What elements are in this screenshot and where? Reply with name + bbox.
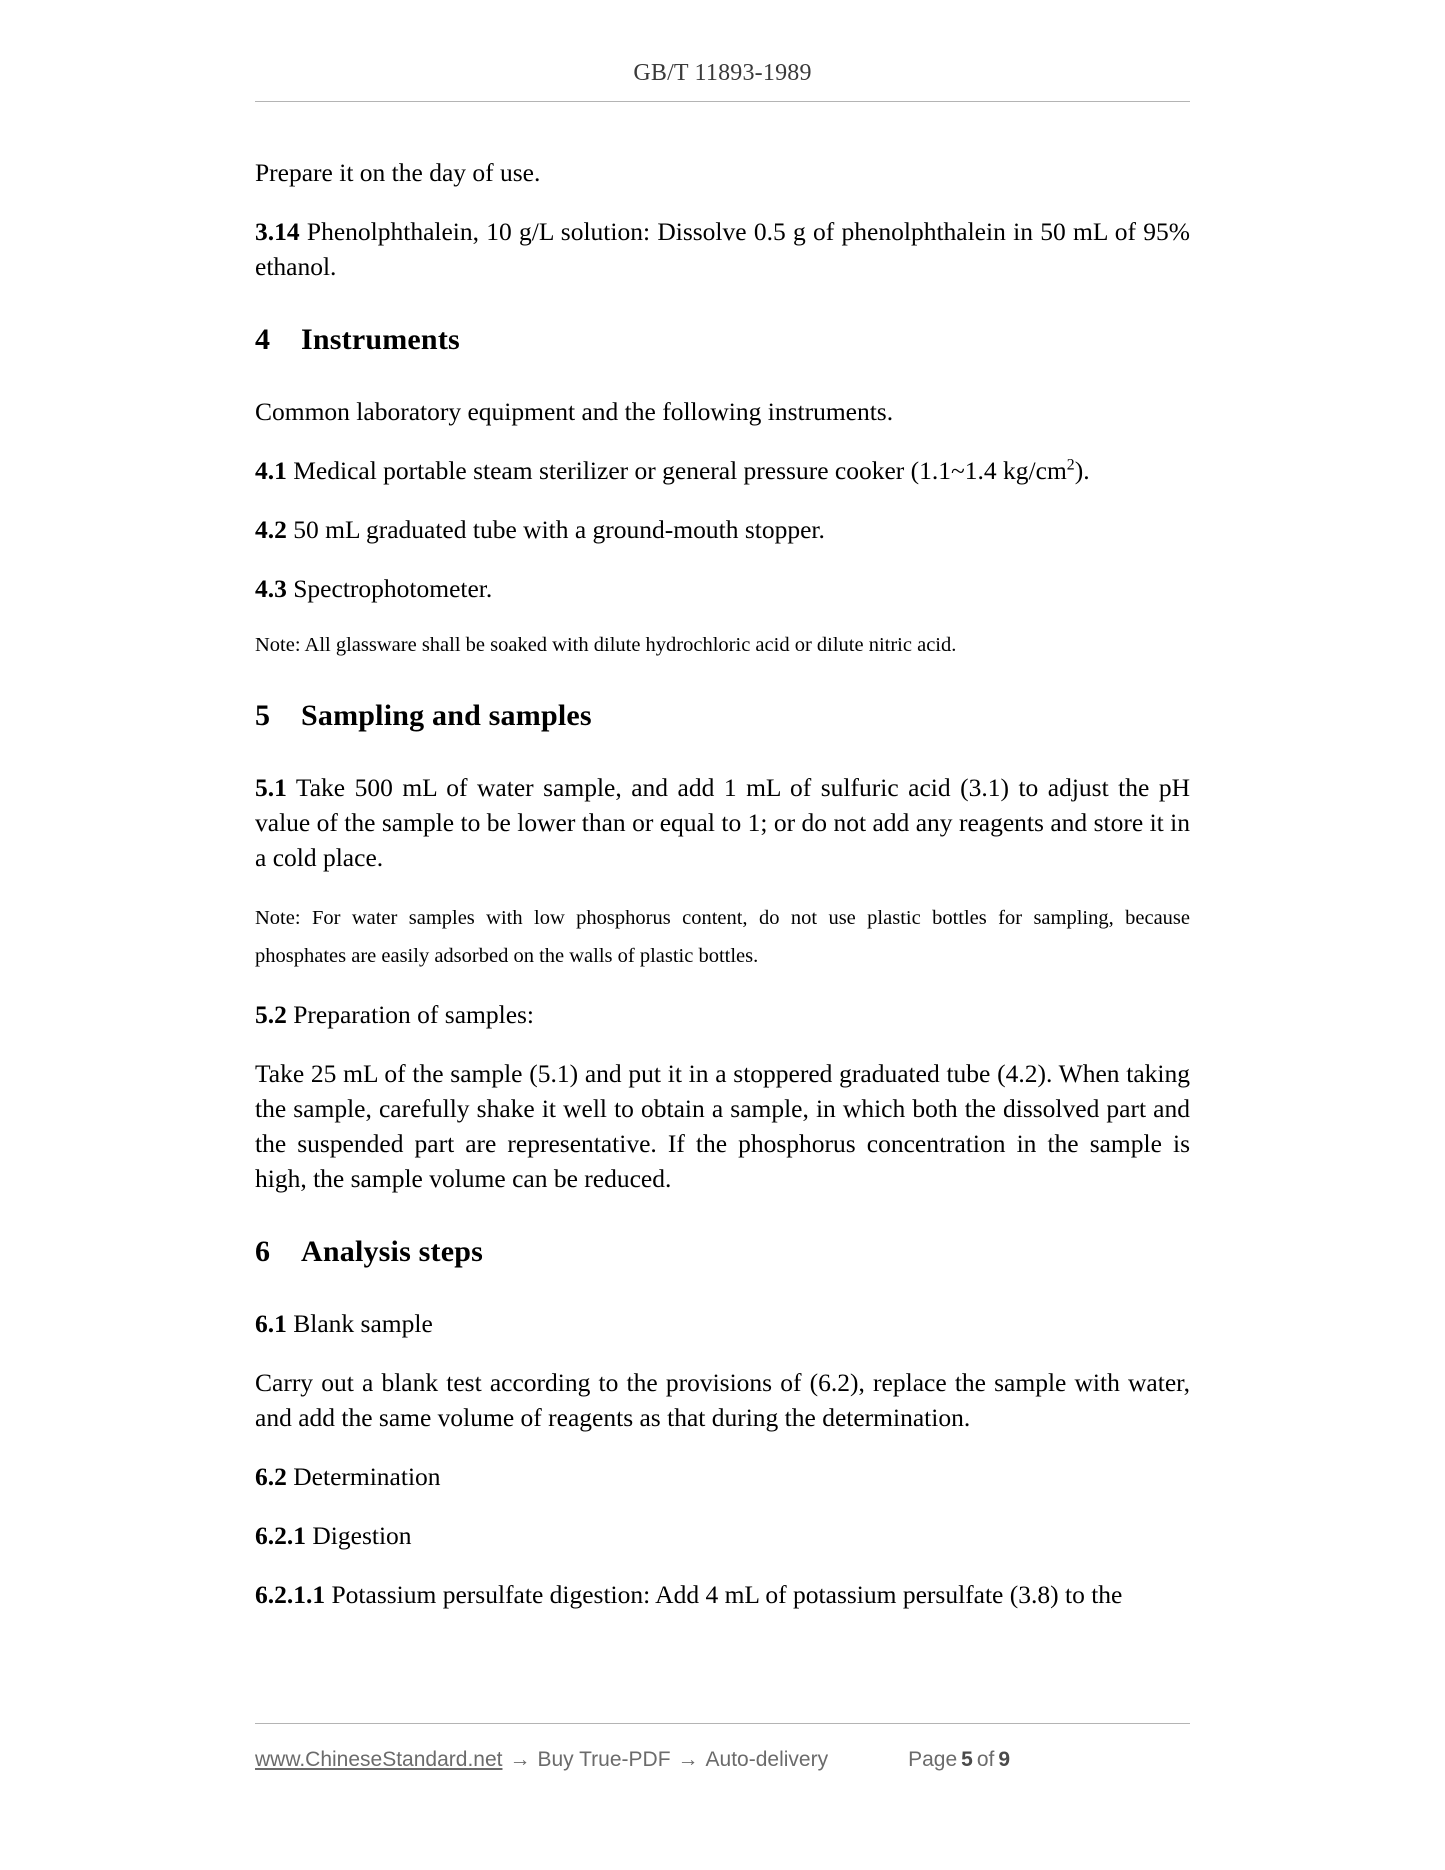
clause-4-2 <box>255 512 1190 547</box>
clause-5-2 <box>255 997 1190 1032</box>
page-indicator <box>908 1748 1014 1772</box>
header-divider <box>255 101 1190 102</box>
footer-promo <box>255 1748 828 1772</box>
clause-6-1 <box>255 1306 1190 1341</box>
superscript-square: 2 <box>1066 456 1075 474</box>
clause-number-4-2: 4.2 <box>255 515 287 544</box>
section-title-6: Analysis steps <box>301 1235 484 1268</box>
page-number-current: 5 <box>961 1748 973 1771</box>
footer-website-link[interactable]: www.ChineseStandard.net <box>255 1748 503 1771</box>
arrow-right-icon: → <box>509 1748 531 1771</box>
clause-text-6-2-1-1: Potassium persulfate digestion: Add 4 mL of potassium persulfate (3.8) to the <box>325 1580 1123 1609</box>
clause-text-4-1-a: Medical portable steam sterilizer or general pressure cooker (1.1~1.4 kg/cm <box>286 456 1067 485</box>
page-of-label: of <box>976 1748 995 1771</box>
page-footer <box>255 1748 1190 1772</box>
clause-6-2 <box>255 1459 1190 1494</box>
section-number-5: 5 <box>255 699 271 732</box>
section-heading-5-wrapper <box>255 696 1190 736</box>
page-header <box>255 60 1190 87</box>
clause-text-6-1: Blank sample <box>286 1309 433 1338</box>
clause-text-6-2: Determination <box>286 1462 441 1491</box>
clause-5-1 <box>255 770 1190 875</box>
section-heading-6 <box>255 1232 1190 1272</box>
clause-text-4-1-b: ). <box>1074 456 1090 485</box>
paragraph-common-lab-equipment: Common laboratory equipment and the following instruments. <box>255 397 894 426</box>
clause-number-4-3: 4.3 <box>255 574 287 603</box>
section-heading-5 <box>255 696 1190 736</box>
section-heading-6-wrapper <box>255 1232 1190 1272</box>
page-number-total: 9 <box>998 1748 1011 1771</box>
clause-3-14 <box>255 214 1190 284</box>
note-phosphorus-sampling: Note: For water samples with low phosphorus content, do not use plastic bottles for sampling, because phosphates are easily adsorbed on the walls of plastic bottles. <box>255 907 1190 967</box>
footer-divider <box>255 1723 1190 1724</box>
clause-4-3 <box>255 571 1190 606</box>
clause-text-6-2-1: Digestion <box>306 1521 412 1550</box>
clause-number-5-1: 5.1 <box>255 773 287 802</box>
clause-text-5-2: Preparation of samples: <box>286 1000 535 1029</box>
clause-number-6-2-1-1: 6.2.1.1 <box>255 1580 326 1609</box>
standard-code-title: GB/T 11893-1989 <box>633 60 812 86</box>
clause-6-2-1-1 <box>255 1577 1190 1612</box>
section-heading-4-wrapper <box>255 320 1190 360</box>
section-number-6: 6 <box>255 1235 271 1268</box>
clause-text-4-3: Spectrophotometer. <box>286 574 493 603</box>
document-content <box>255 155 1190 1636</box>
clause-number-6-2: 6.2 <box>255 1462 287 1491</box>
clause-text-5-1: Take 500 mL of water sample, and add 1 mL of sulfuric acid (3.1) to adjust the pH value of the sample to be lower than or equal to 1; or do not add any reagents and store it in a cold place. <box>255 773 1190 872</box>
paragraph-take-25ml-sample: Take 25 mL of the sample (5.1) and put it in a stoppered graduated tube (4.2). When taking the sample, carefully shake it well to obtain a sample, in which both the dissolved part and the suspended part are representative. If the phosphorus concentration in the sample is high, the sample volume can be reduced. <box>255 1059 1190 1193</box>
paragraph-blank-test: Carry out a blank test according to the provisions of (6.2), replace the sample with water, and add the same volume of reagents as that during the determination. <box>255 1368 1190 1432</box>
footer-delivery-text: Auto-delivery <box>705 1748 829 1771</box>
section-number-4: 4 <box>255 323 271 356</box>
clause-text-3-14: Phenolphthalein, 10 g/L solution: Dissolve 0.5 g of phenolphthalein in 50 mL of 95% ethanol. <box>255 217 1190 281</box>
clause-number-3-14: 3.14 <box>255 217 300 246</box>
clause-number-6-1: 6.1 <box>255 1309 287 1338</box>
note-glassware: Note: All glassware shall be soaked with dilute hydrochloric acid or dilute nitric acid. <box>255 634 957 656</box>
clause-6-2-1 <box>255 1518 1190 1553</box>
section-heading-4 <box>255 320 1190 360</box>
clause-text-4-2: 50 mL graduated tube with a ground-mouth stopper. <box>286 515 825 544</box>
footer-buy-text: Buy True-PDF <box>537 1748 671 1771</box>
section-title-4: Instruments <box>301 323 460 356</box>
section-title-5: Sampling and samples <box>301 699 592 732</box>
page-label: Page <box>908 1748 958 1771</box>
arrow-right-icon-2: → <box>677 1748 699 1771</box>
clause-4-1 <box>255 453 1190 488</box>
paragraph-prepare-day-of-use: Prepare it on the day of use. <box>255 158 541 187</box>
clause-number-4-1: 4.1 <box>255 456 287 485</box>
clause-number-6-2-1: 6.2.1 <box>255 1521 306 1550</box>
clause-number-5-2: 5.2 <box>255 1000 287 1029</box>
